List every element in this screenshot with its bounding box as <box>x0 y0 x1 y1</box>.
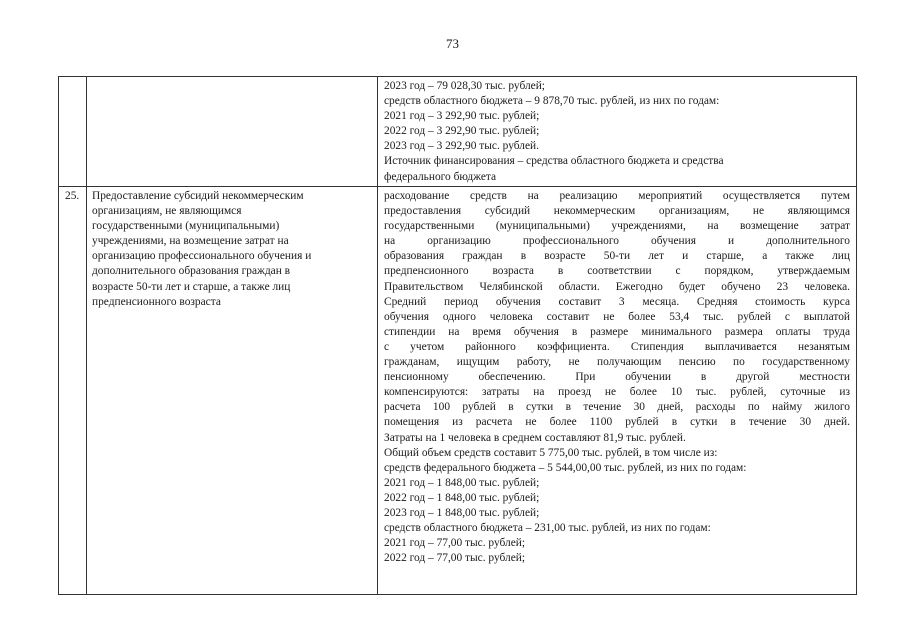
column-divider <box>86 77 87 594</box>
text-line: предоставления субсидий некоммерческим организациям, не являющимся <box>384 205 850 218</box>
text-line: организациям, не являющимся <box>92 205 242 218</box>
text-line: возрасте 50-ти лет и старше, а также лиц <box>92 280 291 293</box>
funding-line: 2022 год – 1 848,00 тыс. рублей; <box>384 491 540 504</box>
funding-line: 2022 год – 77,00 тыс. рублей; <box>384 552 526 565</box>
text-line: государственными (муниципальными) <box>92 220 280 233</box>
text-line: Предоставление субсидий некоммерческим <box>92 190 304 202</box>
text-line: предпенсионного возраста в соответствии с порядком, утверждаемым <box>384 265 850 278</box>
text-line: Средний период обучения составит 3 месяца. Средняя стоимость курса <box>384 295 850 308</box>
text-line: 2022 год – 3 292,90 тыс. рублей; <box>384 125 540 138</box>
text-line: Правительством Челябинской области. Ежегодно будет обучено 23 человека. <box>384 280 850 293</box>
text-line: государственными (муниципальными) учреждениями, на возмещение затрат <box>384 220 850 233</box>
text-line: пенсионному обеспечению. При обучении в другой местности <box>384 371 850 384</box>
text-line: федерального бюджета <box>384 170 497 183</box>
row-divider <box>59 186 856 187</box>
program-table <box>58 76 857 595</box>
text-line: расходование средств на реализацию мероприятий осуществляется путем <box>384 190 850 202</box>
column-divider <box>377 77 378 594</box>
funding-line: 2021 год – 77,00 тыс. рублей; <box>384 537 526 550</box>
funding-line: 2021 год – 1 848,00 тыс. рублей; <box>384 476 540 489</box>
text-line: гражданам, ищущим работу, не получающим пенсию по государственному <box>384 356 850 369</box>
text-line: с учетом районного коэффициента. Стипендия выплачивается незанятым <box>384 340 850 353</box>
page-number: 73 <box>446 36 459 51</box>
text-line: 2023 год – 79 028,30 тыс. рублей; <box>384 80 545 92</box>
measure-name <box>92 189 374 310</box>
funding-line: Общий объем средств составит 5 775,00 тыс. рублей, в том числе из: <box>384 446 718 459</box>
row-number: 25. <box>65 190 80 202</box>
text-line: Источник финансирования – средства областного бюджета и средства <box>384 155 724 168</box>
text-line: дополнительного образования граждан в <box>92 265 291 278</box>
funding-line: 2023 год – 1 848,00 тыс. рублей; <box>384 506 540 519</box>
continued-row-content <box>384 79 850 185</box>
text-line: расчета 100 рублей в сутки в течение 30 дней, расходы по найму жилого <box>384 401 850 414</box>
text-line: Затраты на 1 человека в среднем составляют 81,9 тыс. рублей. <box>384 431 686 444</box>
text-line: на организацию профессионального обучения и дополнительного <box>384 235 850 248</box>
text-line: учреждениями, на возмещение затрат на <box>92 235 289 248</box>
funding-line: средств федерального бюджета – 5 544,00,00 тыс. рублей, из них по годам: <box>384 461 747 474</box>
measure-description <box>384 189 850 566</box>
text-line: обучения одного человека составит не более 53,4 тыс. рублей с выплатой <box>384 310 850 323</box>
funding-line: средств областного бюджета – 231,00 тыс. рублей, из них по годам: <box>384 522 711 535</box>
text-line: средств областного бюджета – 9 878,70 тыс. рублей, из них по годам: <box>384 95 720 108</box>
text-line: образования граждан в возрасте 50-ти лет и старше, а также лиц <box>384 250 850 263</box>
text-line: организацию профессионального обучения и <box>92 250 312 263</box>
text-line: предпенсионного возраста <box>92 295 221 308</box>
text-line: компенсируются: затраты на проезд не более 10 тыс. рублей, суточные из <box>384 386 850 399</box>
text-line: стипендии на время обучения в размере минимального размера оплаты труда <box>384 325 850 338</box>
text-line: 2021 год – 3 292,90 тыс. рублей; <box>384 110 540 123</box>
text-line: помещения из расчета не более 1100 рублей в сутки в течение 30 дней. <box>384 416 850 429</box>
text-line: 2023 год – 3 292,90 тыс. рублей. <box>384 140 539 153</box>
